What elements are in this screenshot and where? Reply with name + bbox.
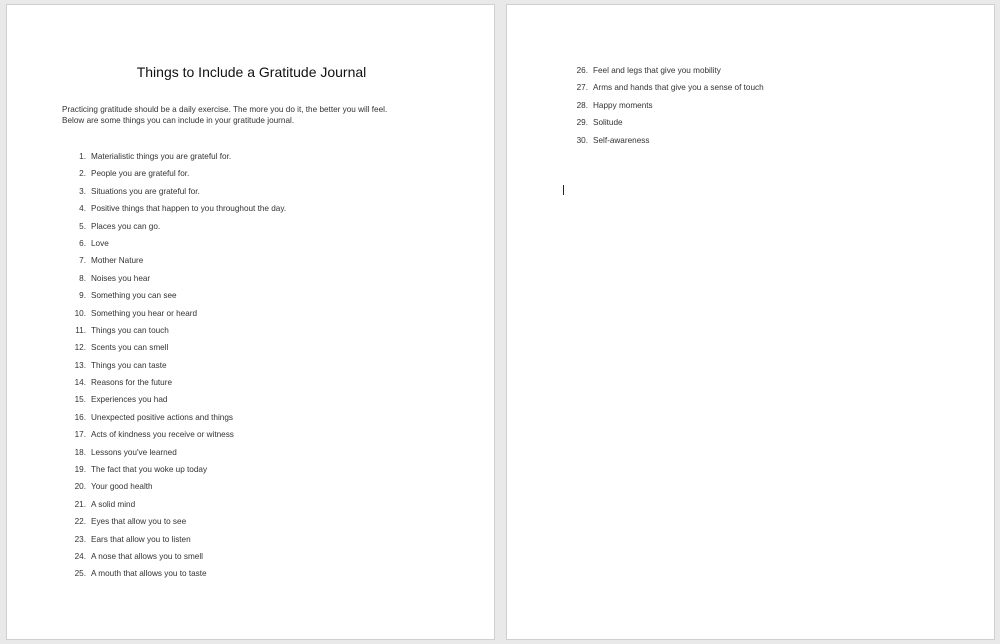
list-item-number: 2.	[79, 169, 86, 179]
intro-line-1: Practicing gratitude should be a daily exercise. The more you do it, the better you will feel.	[62, 105, 388, 114]
list-item-number: 23.	[74, 534, 86, 544]
list-item	[62, 534, 286, 551]
list-item	[62, 481, 286, 498]
list-item	[62, 238, 286, 255]
list-item	[564, 117, 764, 134]
page-1[interactable]	[6, 4, 495, 640]
list-item-number: 26.	[576, 66, 588, 75]
list-item	[62, 308, 286, 325]
list-item-number: 19.	[74, 465, 86, 475]
list-item	[62, 221, 286, 238]
list-item	[564, 82, 764, 99]
list-item-number: 10.	[74, 308, 86, 318]
list-item-text: Scents you can smell	[91, 343, 169, 353]
list-item-text: Arms and hands that give you a sense of touch	[593, 83, 764, 93]
list-item	[62, 342, 286, 359]
list-item-number: 29.	[576, 118, 588, 128]
list-item	[62, 412, 286, 429]
list-item-number: 24.	[74, 551, 86, 561]
list-item	[62, 429, 286, 446]
list-item-text: Something you hear or heard	[91, 308, 198, 318]
list-item	[62, 447, 286, 464]
list-item-text: Lessons you've learned	[91, 447, 177, 457]
list-item-text: A solid mind	[91, 499, 136, 509]
list-item-text: Reasons for the future	[91, 378, 173, 388]
intro-paragraph	[62, 104, 462, 126]
list-item-text: Things you can taste	[91, 360, 167, 370]
list-item-text: Solitude	[593, 118, 623, 128]
list-item-text: Things you can touch	[91, 325, 169, 335]
gratitude-list-page-2	[564, 65, 764, 152]
list-item-number: 3.	[79, 186, 86, 196]
list-item-number: 7.	[79, 256, 86, 266]
list-item-number: 20.	[74, 482, 86, 492]
list-item	[564, 100, 764, 117]
list-item-text: The fact that you woke up today	[91, 465, 208, 475]
list-item	[62, 551, 286, 568]
list-item-number: 6.	[79, 238, 86, 248]
list-item-text: Positive things that happen to you throughout the day.	[91, 204, 287, 214]
list-item-text: Acts of kindness you receive or witness	[91, 430, 234, 440]
list-item-number: 9.	[79, 291, 86, 301]
list-item	[62, 516, 286, 533]
list-item-text: Unexpected positive actions and things	[91, 412, 234, 422]
list-item	[62, 255, 286, 272]
list-item-text: Self-awareness	[593, 135, 650, 145]
list-item-number: 17.	[74, 430, 86, 440]
list-item-text: Mother Nature	[91, 256, 144, 266]
list-item-text: Eyes that allow you to see	[91, 517, 187, 527]
list-item-number: 11.	[75, 325, 86, 335]
list-item	[62, 186, 286, 203]
list-item-number: 22.	[74, 517, 86, 527]
text-cursor	[563, 185, 564, 195]
list-item	[62, 464, 286, 481]
list-item-number: 15.	[74, 395, 86, 405]
list-item-text: Your good health	[91, 482, 153, 492]
document-title: Things to Include a Gratitude Journal	[136, 64, 367, 80]
list-item-text: Materialistic things you are grateful for.	[91, 152, 232, 161]
list-item	[564, 65, 764, 82]
list-item-text: Experiences you had	[91, 395, 168, 405]
list-item	[564, 135, 764, 152]
list-item-number: 27.	[576, 83, 588, 93]
list-item-number: 12.	[74, 343, 86, 353]
list-item-text: Love	[91, 238, 109, 248]
list-item-text: Noises you hear	[91, 273, 151, 283]
list-item-text: People you are grateful for.	[91, 169, 190, 179]
list-item-number: 30.	[576, 135, 588, 145]
list-item	[62, 499, 286, 516]
list-item-number: 14.	[74, 378, 86, 388]
list-item	[62, 394, 286, 411]
list-item-number: 28.	[576, 100, 588, 110]
list-item-text: A nose that allows you to smell	[91, 551, 203, 561]
list-item-text: A mouth that allows you to taste	[91, 569, 207, 579]
list-item	[62, 290, 286, 307]
list-item-text: Feel and legs that give you mobility	[593, 66, 721, 75]
list-item	[62, 360, 286, 377]
gratitude-list-page-1	[62, 151, 286, 586]
list-item-text: Ears that allow you to listen	[91, 534, 191, 544]
page-2[interactable]	[506, 4, 995, 640]
list-item-number: 16.	[74, 412, 86, 422]
list-item-text: Situations you are grateful for.	[91, 186, 200, 196]
list-item-text: Places you can go.	[91, 221, 161, 231]
list-item-number: 25.	[74, 569, 86, 579]
list-item-number: 1.	[79, 152, 86, 161]
list-item-number: 13.	[74, 360, 86, 370]
list-item-text: Something you can see	[91, 291, 177, 301]
list-item	[62, 151, 286, 168]
list-item	[62, 325, 286, 342]
list-item	[62, 168, 286, 185]
list-item	[62, 568, 286, 585]
list-item-number: 18.	[74, 447, 86, 457]
list-item-text: Happy moments	[593, 100, 653, 110]
list-item	[62, 377, 286, 394]
list-item-number: 21.	[74, 499, 86, 509]
list-item	[62, 273, 286, 290]
list-item-number: 8.	[79, 273, 86, 283]
list-item	[62, 203, 286, 220]
list-item-number: 5.	[79, 221, 86, 231]
list-item-number: 4.	[79, 204, 86, 214]
intro-line-2: Below are some things you can include in your gratitude journal.	[62, 116, 295, 125]
